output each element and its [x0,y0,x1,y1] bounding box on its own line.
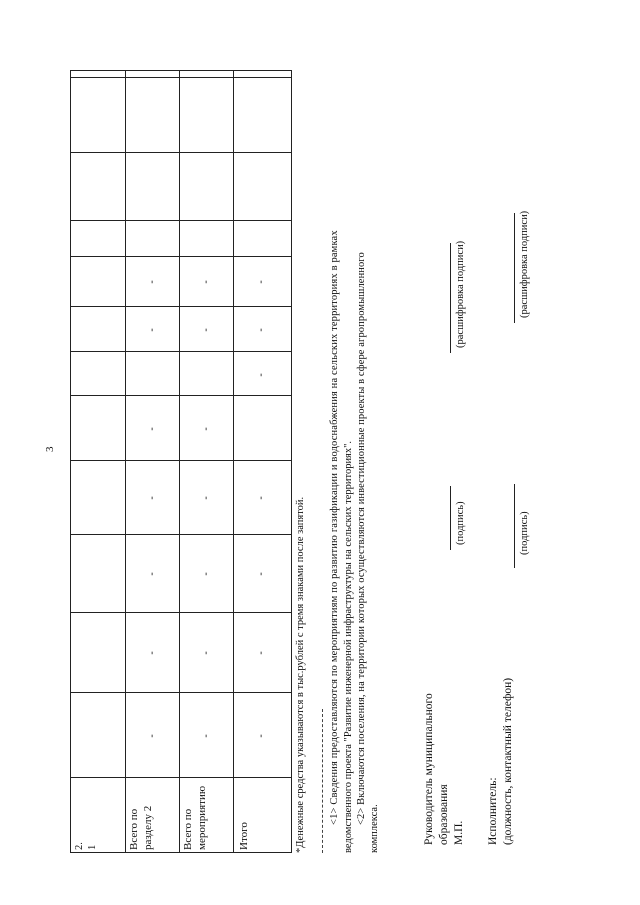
footnote-2-line-2: комплекса. [369,804,380,853]
executor-decode-line [514,213,515,323]
table-cell: - [200,496,212,500]
stamp-label: М.П. [453,820,465,845]
table-cell: - [200,280,212,284]
header-label-2: 1 [87,844,98,850]
signature-line [450,486,451,550]
table-cell: - [255,328,267,332]
footnote-1-line-2: ведомственного проекта "Развитие инженерной инфраструктуры на сельских территориях". [343,440,354,853]
table-line [70,77,292,78]
decode-line [450,243,451,353]
header-label-1: 2. [74,842,85,850]
table-cell: - [255,572,267,576]
footnote-1-line-1: <1> Сведения предоставляются по мероприятиям по развитию газификации и водоснабжения на сельских территориях в рамках [329,230,340,825]
table-line [70,256,292,257]
table-line [70,852,292,853]
table-cell: - [255,734,267,738]
table-cell: - [255,280,267,284]
table-cell: - [146,328,158,332]
row-label: разделу 2 [142,805,154,850]
table-line [125,70,126,853]
table-line [70,306,292,307]
table-cell: - [200,651,212,655]
table-line [70,70,71,853]
rotated-page-content [0,75,640,905]
table-cell: - [146,496,158,500]
table-line [70,692,292,693]
table-line [70,460,292,461]
decode-caption: (расшифровка подписи) [455,240,466,348]
table-cell: - [255,496,267,500]
footnote-2-line-1: <2> Включаются поселения, на территории которых осуществляются инвестиционные проекты в сфере агропромышленного [356,252,367,825]
table-cell: - [255,651,267,655]
page-number: 3 [44,446,56,452]
table-cell: - [146,427,158,431]
row-label: мероприятию [196,785,208,850]
row-label: Итого [238,822,250,850]
table-line [70,220,292,221]
table-line [70,612,292,613]
table-cell: - [200,328,212,332]
head-title-line-2: образования [438,784,450,845]
money-footnote: *Денежные средства указываются в тыс.рублей с тремя знаками после запятой. [295,496,306,853]
footnote-separator [322,709,323,853]
table-line [70,395,292,396]
executor-signature-line [514,484,515,568]
executor-label: Исполнитель: [487,777,499,845]
signature-caption: (подпись) [455,501,466,545]
executor-detail: (должность, контактный телефон) [502,677,514,845]
table-line [70,534,292,535]
executor-decode-caption: (расшифровка подписи) [519,210,530,318]
table-cell: - [200,427,212,431]
table-cell: - [146,734,158,738]
table-cell: - [146,280,158,284]
table-cell: - [255,373,267,377]
table-line [70,351,292,352]
table-cell: - [200,572,212,576]
table-cell: - [200,734,212,738]
data-table [70,70,292,853]
executor-signature-caption: (подпись) [519,511,530,555]
row-label: Всего по [182,808,194,850]
table-line [70,152,292,153]
table-line [291,70,292,853]
head-title-line-1: Руководитель муниципального [423,693,435,845]
table-cell: - [146,572,158,576]
row-label: Всего по [128,808,140,850]
table-line [70,777,292,778]
table-cell: - [146,651,158,655]
table-line [179,70,180,853]
table-line [70,70,292,71]
table-line [233,70,234,853]
